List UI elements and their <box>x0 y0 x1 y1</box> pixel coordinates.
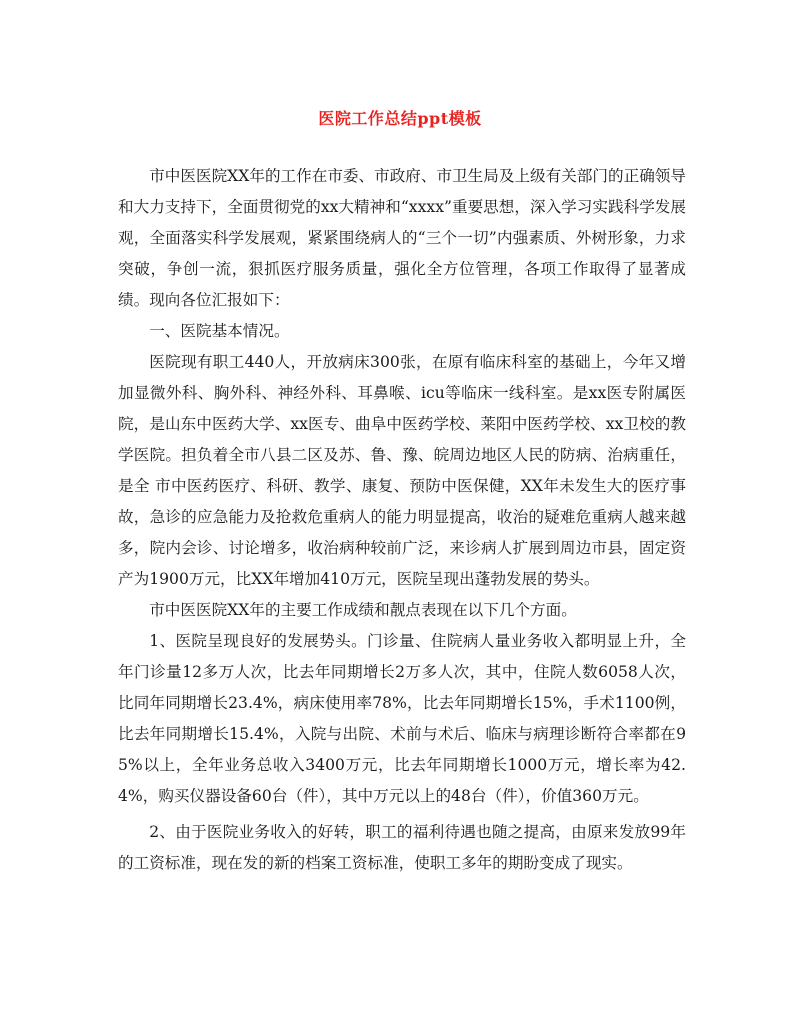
document-title: 医院工作总结ppt模板 <box>318 109 482 128</box>
document-body <box>118 161 686 879</box>
paragraph-development-trend: 1、医院呈现良好的发展势头。门诊量、住院病人量业务收入都明显上升，全年门诊量12多万人次，比去年同期增长2万多人次，其中，住院人数6058人次，比同年同期增长23.4%，病床使用率78%，比去年同期增长15%，手术1100例，比去年同期增长15.4%，入院与出院、术前与术后、临床与病理诊断符合率都在95%以上，全年业务总收入3400万元，比去年同期增长1000万元，增长率为42.4%，购买仪器设备60台（件），其中万元以上的48台（件），价值360万元。 <box>118 632 686 805</box>
paragraph-intro: 市中医医院XX年的工作在市委、市政府、市卫生局及上级有关部门的正确领导和大力支持下，全面贯彻党的xx大精神和“xxxx”重要思想，深入学习实践科学发展观，全面落实科学发展观，紧紧围绕病人的“三个一切”内强素质、外树形象，力求突破，争创一流，狠抓医疗服务质量，强化全方位管理，各项工作取得了显著成绩。现向各位汇报如下： <box>118 167 686 309</box>
paragraph-hospital-overview: 医院现有职工440人，开放病床300张，在原有临床科室的基础上，今年又增加显微外科、胸外科、神经外科、耳鼻喉、icu等临床一线科室。是xx医专附属医院，是山东中医药大学、xx医专、曲阜中医药学校、莱阳中医药学校、xx卫校的教学医院。担负着全市八县二区及苏、鲁、豫、皖周边地区人民的防病、治病重任，是全 市中医药医疗、科研、教学、康复、预防中医保健，XX年未发生大的医疗事故，急诊的应急能力及抢救危重病人的能力明显提高，收治的疑难危重病人越来越多，院内会诊、讨论增多，收治病种较前广泛，来诊病人扩展到周边市县，固定资产为1900万元，比XX年增加410万元，医院呈现出蓬勃发展的势头。 <box>118 353 686 588</box>
paragraph-staff-welfare: 2、由于医院业务收入的好转，职工的福利待遇也随之提高，由原来发放99年的工资标准，现在发的新的档案工资标准，使职工多年的期盼变成了现实。 <box>118 823 686 872</box>
paragraph-achievements-intro: 市中医医院XX年的主要工作成绩和靓点表现在以下几个方面。 <box>149 601 577 619</box>
paragraph-section-heading: 一、医院基本情况。 <box>149 322 290 340</box>
